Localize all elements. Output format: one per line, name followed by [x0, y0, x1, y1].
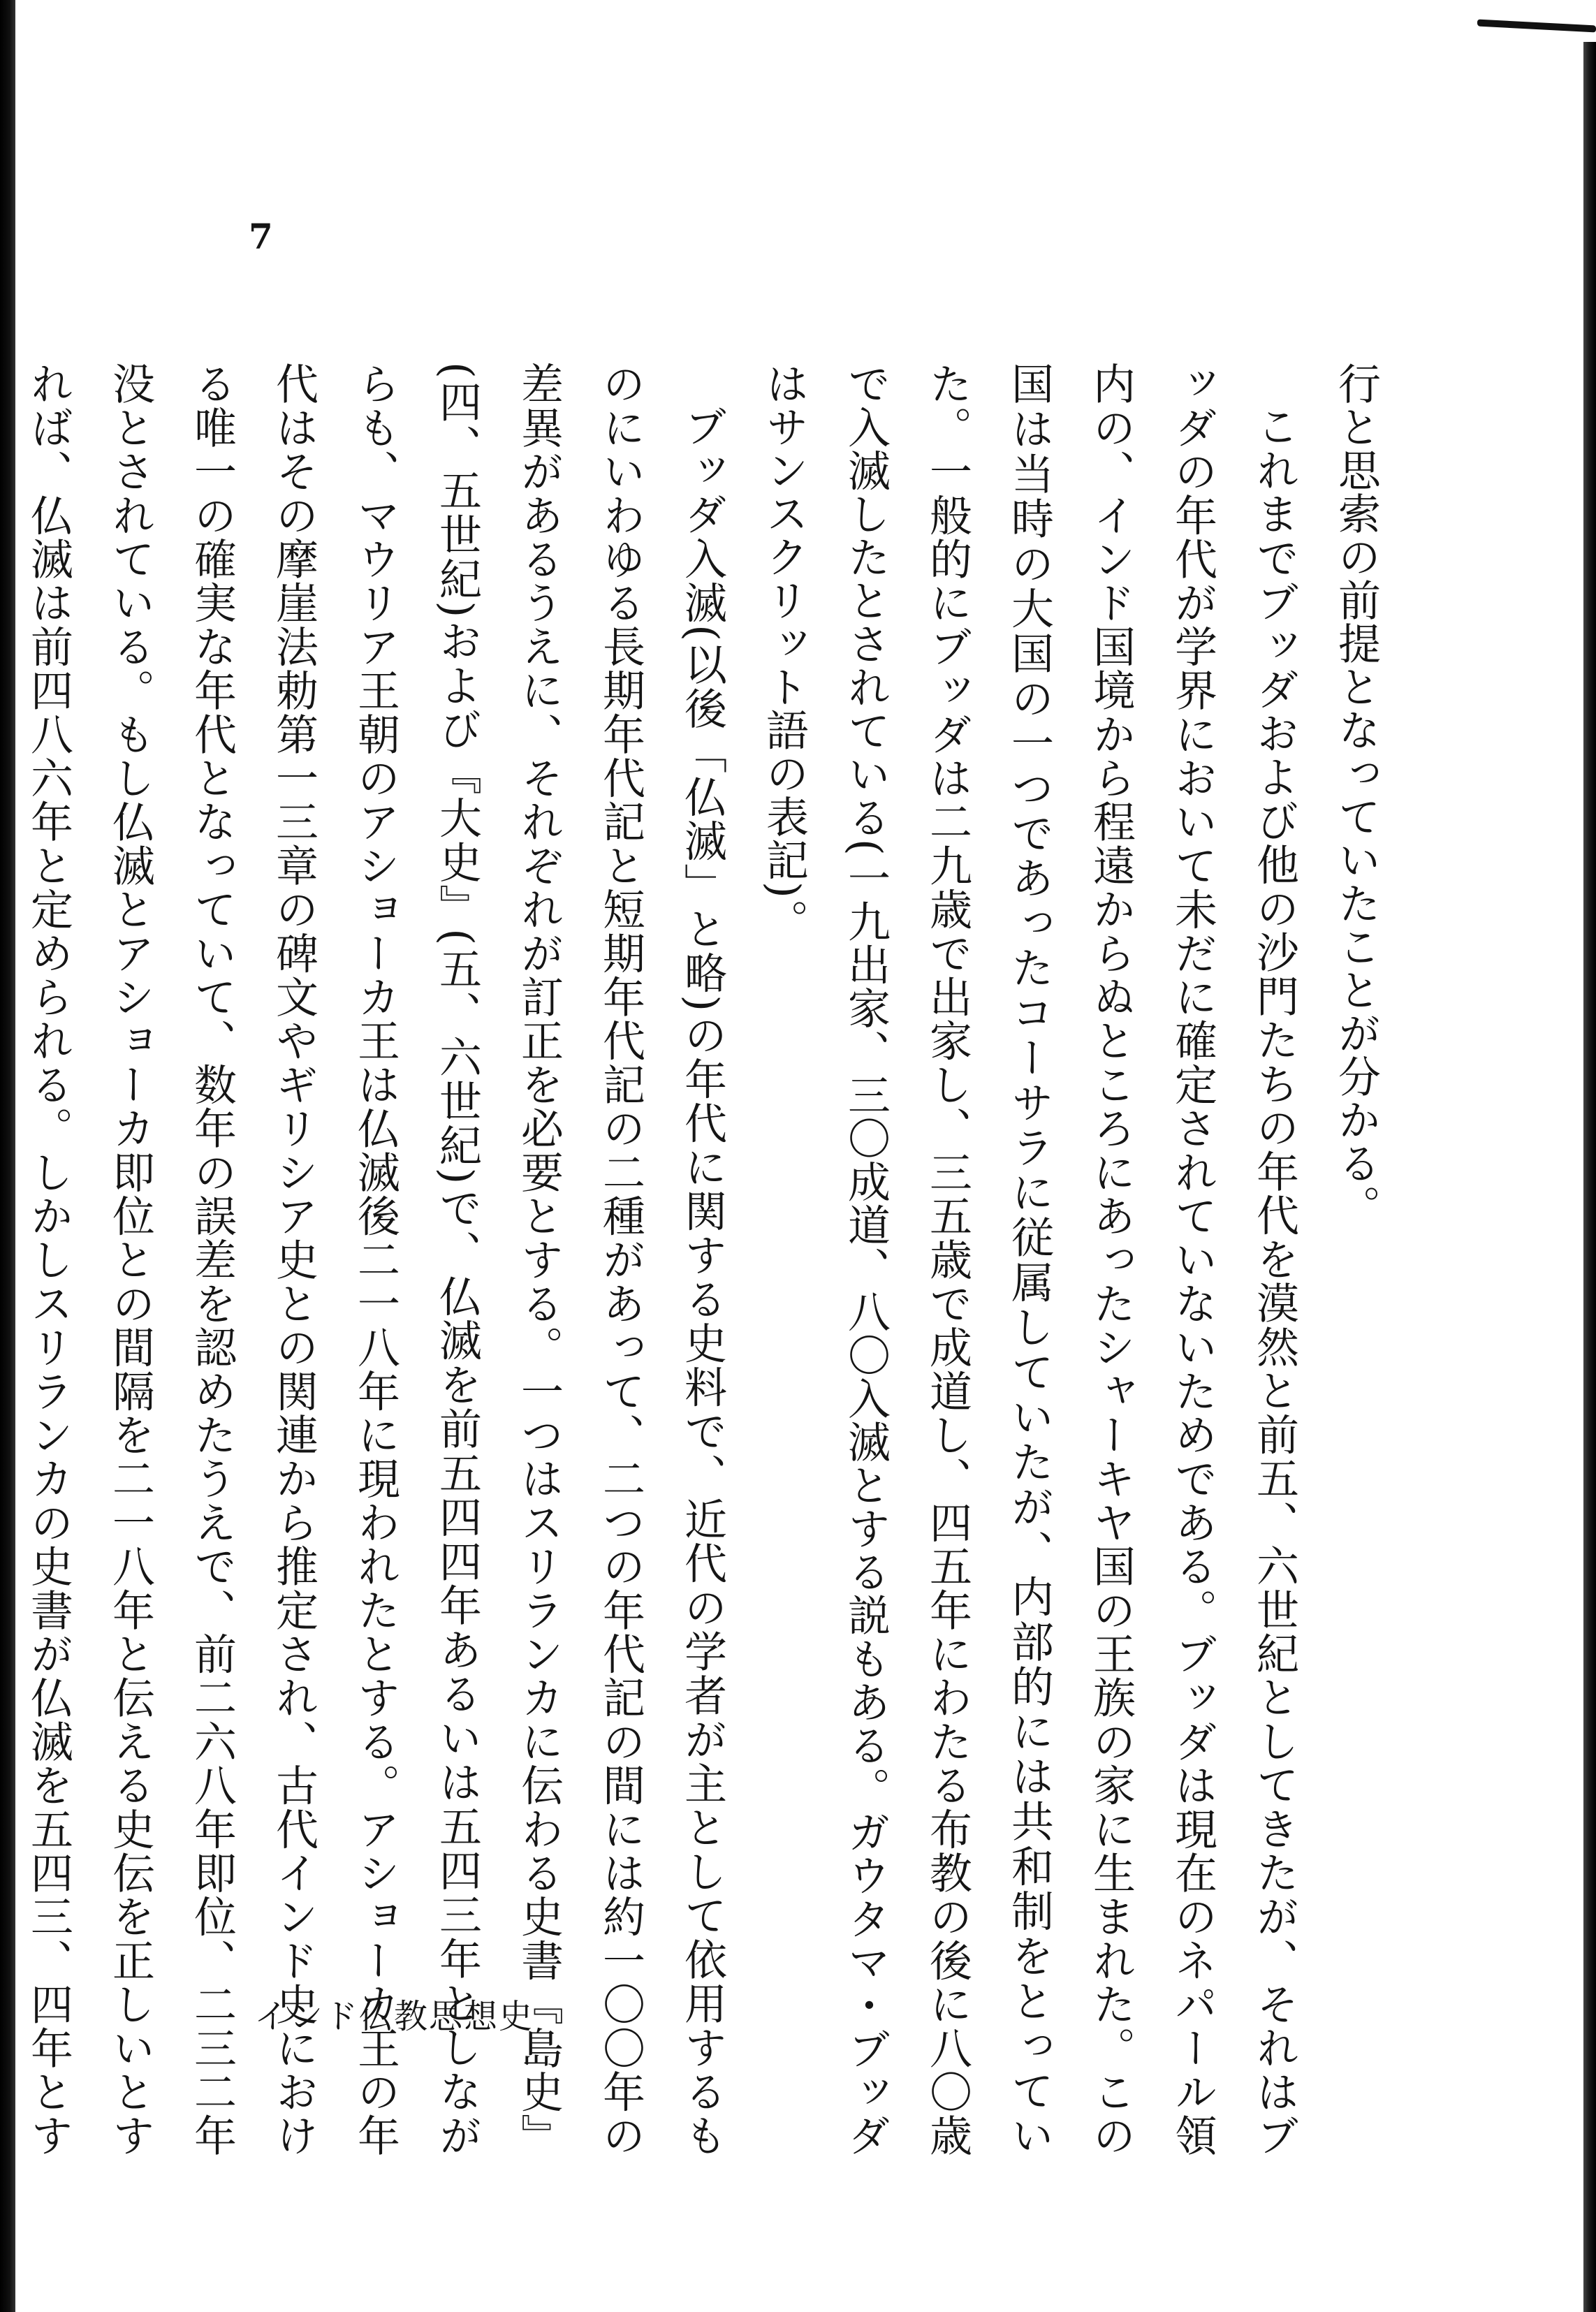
- paragraph-continuation: 行と思索の前提となっていたことが分かる。: [1331, 362, 1381, 1228]
- page-number: 7: [249, 216, 273, 257]
- body-text: [0, 362, 1397, 2157]
- scan-edge-right: [1583, 42, 1596, 2312]
- paragraph-chronicles: ブッダ入滅(以後「仏滅」と略)の年代に関する史料で、近代の学者が主として依用するものにいわゆる長期年代記と短期年代記の二種があって、二つの年代記の間には約一〇〇年の差異があるうえに、それぞれが訂正を必要とする。一つはスリランカに伝わる史書『島史』(四、五世紀)および『大史』(五、六世紀)で、仏滅を前五四四年あるいは五四三年としながらも、マウリア王朝のアショーカ王は仏滅後二一八年に現われたとする。アショーカ王の年代はその摩崖法勅第一三章の碑文やギリシア史との関連から推定され、古代インド史における唯一の確実な年代となっていて、数年の誤差を認めたうえで、前二六八年即位、二三二年没とされている。もし仏滅とアショーカ即位との間隔を二一八年と伝える史伝を正しいとすれば、仏滅は前四八六年と定められる。しかしスリランカの史書が仏滅を五四三、四年とす: [24, 362, 727, 2158]
- scan-corner-mark: [1477, 14, 1596, 56]
- running-head: インド仏教思想史: [254, 1997, 534, 2036]
- paragraph-buddha-dates: これまでブッダおよび他の沙門たちの年代を漠然と前五、六世紀としてきたが、それはブッダの年代が学界において未だに確定されていないためである。ブッダは現在のネパール領内の、インド国境から程遠からぬところにあったシャーキヤ国の王族の家に生まれた。この国は当時の大国の一つであったコーサラに従属していたが、内部的には共和制をとっていた。一般的にブッダは二九歳で出家し、三五歳で成道し、四五年にわたる布教の後に八〇歳で入滅したとされている(一九出家、三〇成道、八〇入滅とする説もある。ガウタマ・ブッダはサンスクリット語の表記)。: [759, 362, 1299, 2157]
